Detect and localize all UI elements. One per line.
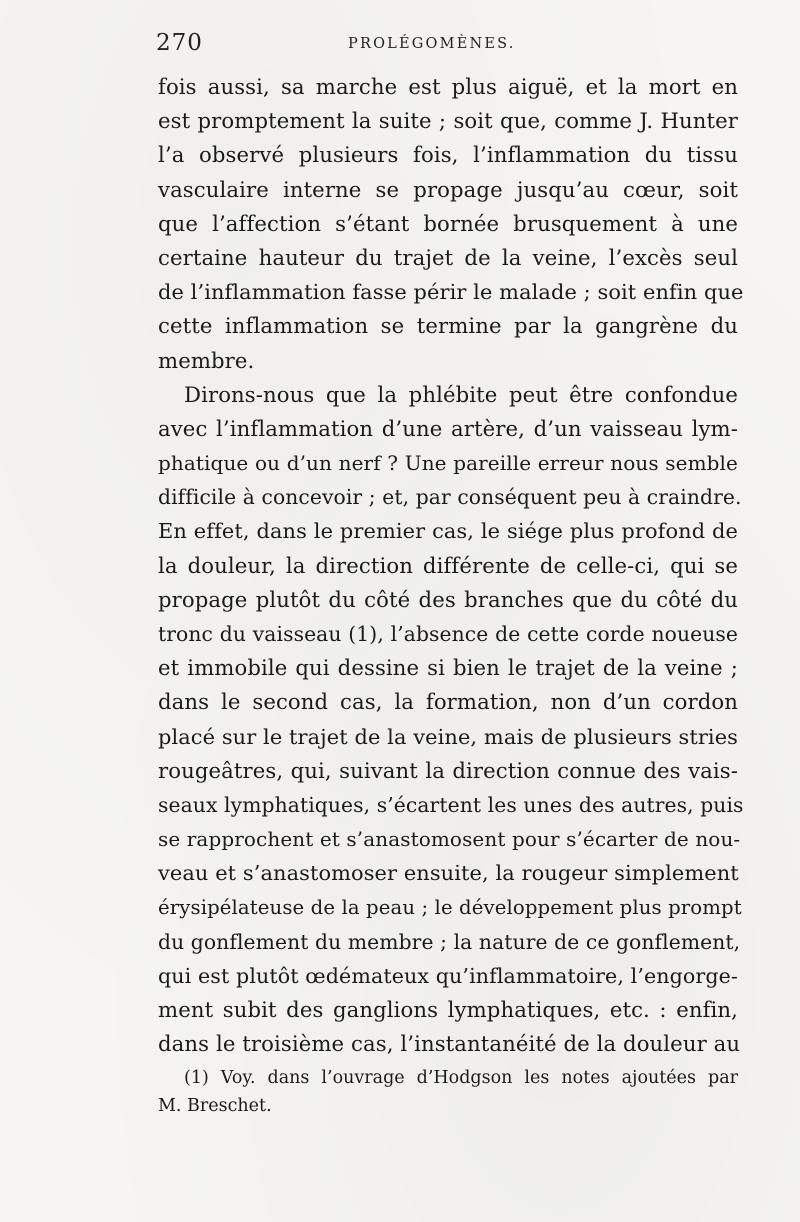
- text-line: En effet, dans le premier cas, le siége plus profond de: [158, 519, 738, 544]
- text-line: seaux lymphatiques, s’écartent les unes des autres, puis: [158, 792, 744, 817]
- text-line: rougeâtres, qui, suivant la direction connue des vais-: [158, 757, 738, 783]
- text-line: tronc du vaisseau (1), l’absence de cette corde noueuse: [158, 622, 738, 646]
- footnote-line: (1) Voy. dans l’ouvrage d’Hodgson les notes ajoutées par: [184, 1068, 738, 1088]
- running-head: PROLÉGOMÈNES.: [348, 36, 516, 52]
- text-line: veau et s’anastomoser ensuite, la rougeur simplement: [158, 861, 739, 886]
- text-line: vasculaire interne se propage jusqu’au cœur, soit: [158, 176, 738, 202]
- page-header: [156, 30, 746, 64]
- text-line: ment subit des ganglions lymphatiques, etc. : enfin,: [158, 997, 738, 1023]
- text-line: phatique ou d’un nerf ? Une pareille erreur nous semble: [158, 451, 738, 476]
- text-line: fois aussi, sa marche est plus aiguë, et la mort en: [158, 74, 738, 99]
- text-line: érysipélateuse de la peau ; le développement plus prompt: [158, 895, 742, 919]
- text-line: que l’affection s’étant bornée brusquement à une: [158, 210, 738, 236]
- text-line: avec l’inflammation d’une artère, d’un vaisseau lym-: [158, 415, 738, 441]
- text-line: membre.: [158, 347, 255, 373]
- text-line: et immobile qui dessine si bien le trajet de la veine ;: [158, 655, 738, 681]
- footnote: [158, 1064, 738, 1120]
- text-line: propage plutôt du côté des branches que du côté du: [158, 586, 738, 612]
- text-line: se rapprochent et s’anastomosent pour s’écarter de nou-: [158, 827, 741, 852]
- paragraph-start: Dirons-nous que la phlébite peut être confondue: [184, 381, 738, 407]
- text-line: dans le second cas, la formation, non d’un cordon: [158, 689, 738, 715]
- text-line: dans le troisième cas, l’instantanéité de la douleur au: [158, 1031, 741, 1057]
- text-line: de l’inflammation fasse périr le malade ; soit enfin que: [158, 280, 744, 305]
- text-line: la douleur, la direction différente de celle-ci, qui se: [158, 552, 738, 578]
- text-line: du gonflement du membre ; la nature de ce gonflement,: [158, 929, 741, 954]
- text-line: l’a observé plusieurs fois, l’inflammation du tissu: [158, 142, 738, 168]
- text-line: est promptement la suite ; soit que, comme J. Hunter: [158, 108, 738, 134]
- text-line: difficile à concevoir ; et, par conséquent peu à craindre.: [158, 485, 742, 510]
- page-number: 270: [156, 30, 203, 56]
- footnote-line: M. Breschet.: [158, 1096, 272, 1116]
- text-line: qui est plutôt œdémateux qu’inflammatoire, l’engorge-: [158, 963, 738, 988]
- text-line: placé sur le trajet de la veine, mais de plusieurs stries: [158, 724, 738, 749]
- text-line: cette inflammation se termine par la gangrène du: [158, 313, 738, 339]
- body-text: [158, 70, 744, 1061]
- text-line: certaine hauteur du trajet de la veine, l’excès seul: [158, 244, 738, 270]
